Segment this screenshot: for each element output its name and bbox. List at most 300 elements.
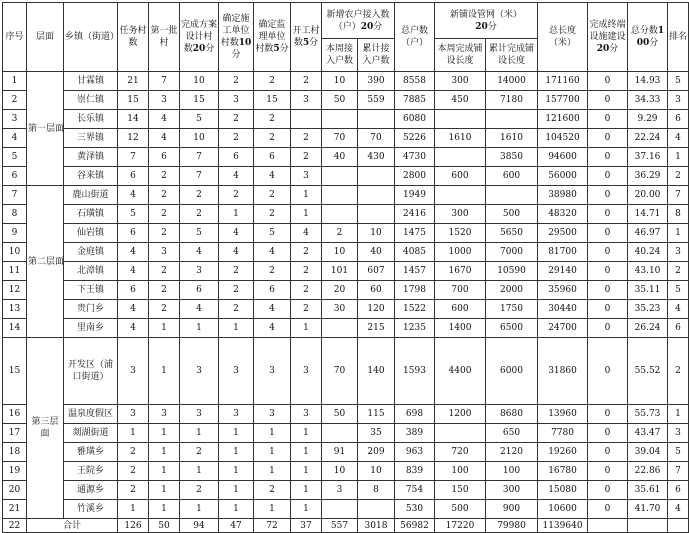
- cell-hh: 7885: [395, 91, 435, 110]
- cell-score: 22.24: [628, 129, 668, 148]
- row-seq: 4: [3, 129, 27, 148]
- cell-week_p: 4400: [435, 338, 486, 405]
- cell-score: 41.70: [628, 500, 668, 519]
- total-week_p: 17220: [435, 519, 486, 533]
- cell-unit: 2: [219, 110, 254, 129]
- table-row: [3, 281, 689, 300]
- cell-unit: 1: [219, 462, 254, 481]
- cell-hh: 530: [395, 500, 435, 519]
- cell-start: 1: [291, 481, 322, 500]
- cell-week_p: 450: [435, 91, 486, 110]
- header-cum-pipe: 累计完成铺设长度: [486, 39, 538, 72]
- cell-week_u: [322, 500, 358, 519]
- cell-first: 1: [149, 500, 180, 519]
- cell-score: 37.16: [628, 148, 668, 167]
- cell-score: 34.33: [628, 91, 668, 110]
- cell-week_u: 10: [322, 243, 358, 262]
- cell-cum_u: [358, 110, 395, 129]
- cell-len: 81700: [538, 243, 588, 262]
- cell-start: 2: [291, 129, 322, 148]
- cell-plan: 4: [180, 243, 219, 262]
- cell-start: 1: [291, 462, 322, 481]
- cell-cum_p: 2000: [486, 281, 538, 300]
- cell-week_p: 500: [435, 500, 486, 519]
- cell-plan: 4: [180, 300, 219, 319]
- cell-first: 6: [149, 148, 180, 167]
- cell-hh: 1235: [395, 319, 435, 338]
- cell-plan: 7: [180, 167, 219, 186]
- cell-plan: 1: [180, 424, 219, 443]
- level-label: 第一层面: [27, 72, 64, 186]
- cell-score: 36.29: [628, 167, 668, 186]
- cell-len: 29140: [538, 262, 588, 281]
- cell-week_p: 600: [435, 167, 486, 186]
- cell-week_u: [322, 319, 358, 338]
- header-weekly-pipe: 本周完成铺设长度: [435, 39, 486, 72]
- cell-first: 1: [149, 443, 180, 462]
- cell-term: 0: [588, 129, 628, 148]
- cell-week_u: [322, 167, 358, 186]
- cell-sup: 1: [254, 462, 291, 481]
- town-name: 三界镇: [64, 129, 118, 148]
- header-unit: 确定施工单位村数10分: [219, 3, 254, 72]
- cell-term: 0: [588, 319, 628, 338]
- cell-rank: 2: [668, 262, 689, 281]
- cell-tasks: 12: [118, 129, 149, 148]
- cell-week_p: 1200: [435, 405, 486, 424]
- cell-plan: 15: [180, 91, 219, 110]
- cell-unit: 4: [219, 243, 254, 262]
- cell-week_u: 10: [322, 72, 358, 91]
- town-name: 下王镇: [64, 281, 118, 300]
- cell-start: 3: [291, 167, 322, 186]
- cell-unit: 2: [219, 262, 254, 281]
- header-pipe: 新铺设管网（米） 20分: [435, 3, 538, 39]
- cell-cum_p: [486, 110, 538, 129]
- cell-first: 2: [149, 186, 180, 205]
- cell-term: 0: [588, 338, 628, 405]
- town-name: 北漳镇: [64, 262, 118, 281]
- town-name: 金庭镇: [64, 243, 118, 262]
- cell-rank: 7: [668, 462, 689, 481]
- progress-table: [2, 2, 689, 533]
- cell-rank: 3: [668, 424, 689, 443]
- cell-week_u: [322, 186, 358, 205]
- cell-rank: 6: [668, 481, 689, 500]
- cell-week_p: 150: [435, 481, 486, 500]
- town-name: 剡湖街道: [64, 424, 118, 443]
- cell-score: 43.10: [628, 262, 668, 281]
- cell-cum_u: 8: [358, 481, 395, 500]
- cell-first: 1: [149, 462, 180, 481]
- table-row: [3, 443, 689, 462]
- cell-hh: 1522: [395, 300, 435, 319]
- cell-tasks: 15: [118, 91, 149, 110]
- cell-rank: 5: [668, 72, 689, 91]
- town-name: 甘霖镇: [64, 72, 118, 91]
- row-seq: 3: [3, 110, 27, 129]
- cell-unit: 3: [219, 338, 254, 405]
- town-name: 贵门乡: [64, 300, 118, 319]
- cell-cum_u: 60: [358, 281, 395, 300]
- town-name: 长乐镇: [64, 110, 118, 129]
- cell-tasks: 4: [118, 186, 149, 205]
- table-row: [3, 481, 689, 500]
- cell-week_u: 30: [322, 300, 358, 319]
- cell-start: 1: [291, 319, 322, 338]
- cell-term: 0: [588, 405, 628, 424]
- cell-sup: 2: [254, 186, 291, 205]
- header-supervisor: 确定监理单位村数5分: [254, 3, 291, 72]
- total-start: 37: [291, 519, 322, 533]
- cell-unit: 1: [219, 205, 254, 224]
- cell-sup: 2: [254, 72, 291, 91]
- cell-week_p: 700: [435, 281, 486, 300]
- cell-plan: 3: [180, 405, 219, 424]
- cell-sup: 2: [254, 110, 291, 129]
- cell-unit: 3: [219, 405, 254, 424]
- cell-term: 0: [588, 91, 628, 110]
- total-rank: [668, 519, 689, 533]
- level-label: 第二层面: [27, 186, 64, 338]
- cell-week_u: 2: [322, 224, 358, 243]
- cell-first: 1: [149, 424, 180, 443]
- row-seq: 10: [3, 243, 27, 262]
- cell-week_p: 720: [435, 443, 486, 462]
- cell-cum_u: 607: [358, 262, 395, 281]
- cell-score: 22.86: [628, 462, 668, 481]
- total-sup: 72: [254, 519, 291, 533]
- header-new-users: 新增农户接入数（户）20分: [322, 3, 395, 39]
- total-hh: 56982: [395, 519, 435, 533]
- cell-cum_p: 1750: [486, 300, 538, 319]
- cell-cum_u: 430: [358, 148, 395, 167]
- cell-start: 1: [291, 205, 322, 224]
- cell-start: 2: [291, 243, 322, 262]
- cell-start: 2: [291, 300, 322, 319]
- cell-len: 157700: [538, 91, 588, 110]
- cell-hh: 698: [395, 405, 435, 424]
- cell-hh: 4085: [395, 243, 435, 262]
- cell-start: 2: [291, 281, 322, 300]
- cell-sup: 4: [254, 319, 291, 338]
- table-row: [3, 167, 689, 186]
- total-cum_u: 3018: [358, 519, 395, 533]
- total-row: [3, 519, 689, 533]
- cell-unit: 2: [219, 300, 254, 319]
- cell-start: 1: [291, 443, 322, 462]
- table-row: [3, 72, 689, 91]
- cell-start: 3: [291, 91, 322, 110]
- header-score: 总分数100分: [628, 3, 668, 72]
- cell-rank: 1: [668, 148, 689, 167]
- cell-hh: 1593: [395, 338, 435, 405]
- header-terminal: 完成终端设施建设20分: [588, 3, 628, 72]
- cell-sup: 2: [254, 481, 291, 500]
- cell-unit: 1: [219, 319, 254, 338]
- cell-plan: 1: [180, 319, 219, 338]
- cell-first: 2: [149, 281, 180, 300]
- cell-term: 0: [588, 424, 628, 443]
- header-level: 层面: [27, 3, 64, 72]
- cell-len: 171160: [538, 72, 588, 91]
- cell-tasks: 4: [118, 319, 149, 338]
- cell-week_p: 300: [435, 205, 486, 224]
- cell-start: 2: [291, 148, 322, 167]
- cell-score: 55.73: [628, 405, 668, 424]
- cell-cum_u: 390: [358, 72, 395, 91]
- cell-score: 35.23: [628, 300, 668, 319]
- cell-term: 0: [588, 243, 628, 262]
- cell-hh: 8558: [395, 72, 435, 91]
- cell-len: 35960: [538, 281, 588, 300]
- cell-sup: 4: [254, 300, 291, 319]
- cell-rank: 3: [668, 91, 689, 110]
- cell-tasks: 4: [118, 300, 149, 319]
- cell-score: 20.00: [628, 186, 668, 205]
- cell-plan: 2: [180, 186, 219, 205]
- cell-len: 31860: [538, 338, 588, 405]
- header-town: 乡镇（街道）: [64, 3, 118, 72]
- cell-first: 2: [149, 205, 180, 224]
- cell-len: 10600: [538, 500, 588, 519]
- cell-start: 4: [291, 224, 322, 243]
- cell-first: 3: [149, 91, 180, 110]
- town-name: 通源乡: [64, 481, 118, 500]
- cell-rank: 4: [668, 300, 689, 319]
- cell-term: 0: [588, 205, 628, 224]
- row-seq: 13: [3, 300, 27, 319]
- cell-plan: 2: [180, 205, 219, 224]
- cell-week_p: 1400: [435, 319, 486, 338]
- cell-rank: 8: [668, 205, 689, 224]
- cell-week_u: 70: [322, 338, 358, 405]
- cell-cum_u: 10: [358, 462, 395, 481]
- cell-rank: 6: [668, 110, 689, 129]
- row-seq: 14: [3, 319, 27, 338]
- cell-week_p: 1610: [435, 129, 486, 148]
- total-label: 合计: [27, 519, 118, 533]
- cell-tasks: 2: [118, 462, 149, 481]
- cell-cum_p: 7180: [486, 91, 538, 110]
- cell-hh: 1457: [395, 262, 435, 281]
- cell-cum_u: 70: [358, 129, 395, 148]
- cell-rank: 3: [668, 243, 689, 262]
- total-seq: 22: [3, 519, 27, 533]
- cell-len: 94600: [538, 148, 588, 167]
- table-row: [3, 91, 689, 110]
- town-name: 竹溪乡: [64, 500, 118, 519]
- table-row: [3, 205, 689, 224]
- cell-cum_u: 120: [358, 300, 395, 319]
- cell-score: 26.24: [628, 319, 668, 338]
- cell-tasks: 4: [118, 243, 149, 262]
- cell-cum_p: 900: [486, 500, 538, 519]
- table-row: [3, 338, 689, 405]
- cell-sup: 6: [254, 281, 291, 300]
- town-name: 仙岩镇: [64, 224, 118, 243]
- cell-score: 43.47: [628, 424, 668, 443]
- cell-cum_u: [358, 500, 395, 519]
- cell-cum_p: 14000: [486, 72, 538, 91]
- cell-tasks: 3: [118, 338, 149, 405]
- cell-score: 14.71: [628, 205, 668, 224]
- cell-week_u: 3: [322, 481, 358, 500]
- table-row: [3, 319, 689, 338]
- cell-unit: 2: [219, 129, 254, 148]
- cell-cum_u: 215: [358, 319, 395, 338]
- cell-tasks: 7: [118, 148, 149, 167]
- cell-rank: 1: [668, 224, 689, 243]
- cell-cum_p: 100: [486, 462, 538, 481]
- cell-week_u: 50: [322, 91, 358, 110]
- cell-start: 3: [291, 338, 322, 405]
- cell-plan: 10: [180, 72, 219, 91]
- cell-len: 30440: [538, 300, 588, 319]
- cell-plan: 2: [180, 443, 219, 462]
- cell-sup: 4: [254, 243, 291, 262]
- town-name: 雅璜乡: [64, 443, 118, 462]
- cell-plan: 2: [180, 481, 219, 500]
- cell-start: [291, 110, 322, 129]
- cell-first: 1: [149, 338, 180, 405]
- cell-term: 0: [588, 300, 628, 319]
- cell-week_u: 10: [322, 462, 358, 481]
- cell-len: 13960: [538, 405, 588, 424]
- cell-score: 40.24: [628, 243, 668, 262]
- cell-sup: 3: [254, 405, 291, 424]
- cell-start: 1: [291, 186, 322, 205]
- cell-plan: 1: [180, 500, 219, 519]
- cell-unit: 1: [219, 443, 254, 462]
- cell-rank: 2: [668, 167, 689, 186]
- cell-unit: 2: [219, 186, 254, 205]
- cell-week_p: [435, 148, 486, 167]
- cell-unit: 3: [219, 91, 254, 110]
- cell-term: 0: [588, 110, 628, 129]
- cell-hh: 1475: [395, 224, 435, 243]
- cell-len: 56000: [538, 167, 588, 186]
- cell-score: 9.29: [628, 110, 668, 129]
- town-name: 温泉度假区: [64, 405, 118, 424]
- cell-first: 2: [149, 262, 180, 281]
- row-seq: 21: [3, 500, 27, 519]
- total-first: 50: [149, 519, 180, 533]
- cell-rank: 4: [668, 129, 689, 148]
- town-name: 黄泽镇: [64, 148, 118, 167]
- row-seq: 9: [3, 224, 27, 243]
- cell-score: 39.04: [628, 443, 668, 462]
- cell-plan: 5: [180, 224, 219, 243]
- cell-len: 7780: [538, 424, 588, 443]
- cell-sup: 2: [254, 129, 291, 148]
- row-seq: 16: [3, 405, 27, 424]
- row-seq: 15: [3, 338, 27, 405]
- cell-tasks: 14: [118, 110, 149, 129]
- cell-hh: 1798: [395, 281, 435, 300]
- cell-cum_p: 8680: [486, 405, 538, 424]
- cell-week_p: 1520: [435, 224, 486, 243]
- cell-len: 38980: [538, 186, 588, 205]
- cell-len: 48320: [538, 205, 588, 224]
- table-row: [3, 243, 689, 262]
- cell-score: 35.11: [628, 281, 668, 300]
- cell-start: 1: [291, 424, 322, 443]
- cell-term: 0: [588, 443, 628, 462]
- cell-hh: 2800: [395, 167, 435, 186]
- header-weekly-users: 本周接入户数: [322, 39, 358, 72]
- header-plan: 完成方案设计村数20分: [180, 3, 219, 72]
- header-tasks: 任务村数: [118, 3, 149, 72]
- cell-score: 35.61: [628, 481, 668, 500]
- cell-rank: 5: [668, 281, 689, 300]
- cell-week_p: 100: [435, 462, 486, 481]
- row-seq: 6: [3, 167, 27, 186]
- cell-sup: 6: [254, 148, 291, 167]
- cell-cum_p: 3850: [486, 148, 538, 167]
- cell-plan: 5: [180, 110, 219, 129]
- cell-plan: 7: [180, 148, 219, 167]
- cell-plan: 10: [180, 129, 219, 148]
- row-seq: 11: [3, 262, 27, 281]
- cell-start: 1: [291, 500, 322, 519]
- cell-rank: 4: [668, 500, 689, 519]
- table-row: [3, 262, 689, 281]
- header-seq: 序号: [3, 3, 27, 72]
- header-total-length: 总长度 （米）: [538, 3, 588, 72]
- cell-week_p: [435, 424, 486, 443]
- town-name: 谷来镇: [64, 167, 118, 186]
- row-seq: 7: [3, 186, 27, 205]
- cell-start: 2: [291, 72, 322, 91]
- cell-first: 3: [149, 405, 180, 424]
- cell-hh: 6080: [395, 110, 435, 129]
- cell-sup: 4: [254, 167, 291, 186]
- cell-len: 16780: [538, 462, 588, 481]
- cell-rank: 5: [668, 443, 689, 462]
- header-first-batch: 第一批村: [149, 3, 180, 72]
- cell-first: 2: [149, 167, 180, 186]
- table-row: [3, 186, 689, 205]
- cell-tasks: 5: [118, 205, 149, 224]
- cell-sup: 3: [254, 338, 291, 405]
- cell-cum_u: [358, 167, 395, 186]
- cell-first: 1: [149, 319, 180, 338]
- cell-cum_u: 209: [358, 443, 395, 462]
- cell-len: 15080: [538, 481, 588, 500]
- cell-cum_u: 559: [358, 91, 395, 110]
- cell-unit: 1: [219, 500, 254, 519]
- cell-hh: 1949: [395, 186, 435, 205]
- cell-tasks: 4: [118, 262, 149, 281]
- town-name: 鹿山街道: [64, 186, 118, 205]
- row-seq: 17: [3, 424, 27, 443]
- cell-cum_p: 300: [486, 481, 538, 500]
- cell-tasks: 3: [118, 405, 149, 424]
- total-plan: 94: [180, 519, 219, 533]
- cell-plan: 3: [180, 262, 219, 281]
- row-seq: 8: [3, 205, 27, 224]
- row-seq: 20: [3, 481, 27, 500]
- row-seq: 12: [3, 281, 27, 300]
- town-name: 崇仁镇: [64, 91, 118, 110]
- cell-tasks: 6: [118, 281, 149, 300]
- cell-week_u: [322, 424, 358, 443]
- cell-sup: 1: [254, 443, 291, 462]
- cell-cum_p: [486, 186, 538, 205]
- cell-plan: 3: [180, 338, 219, 405]
- header-cum-users: 累计接入户数: [358, 39, 395, 72]
